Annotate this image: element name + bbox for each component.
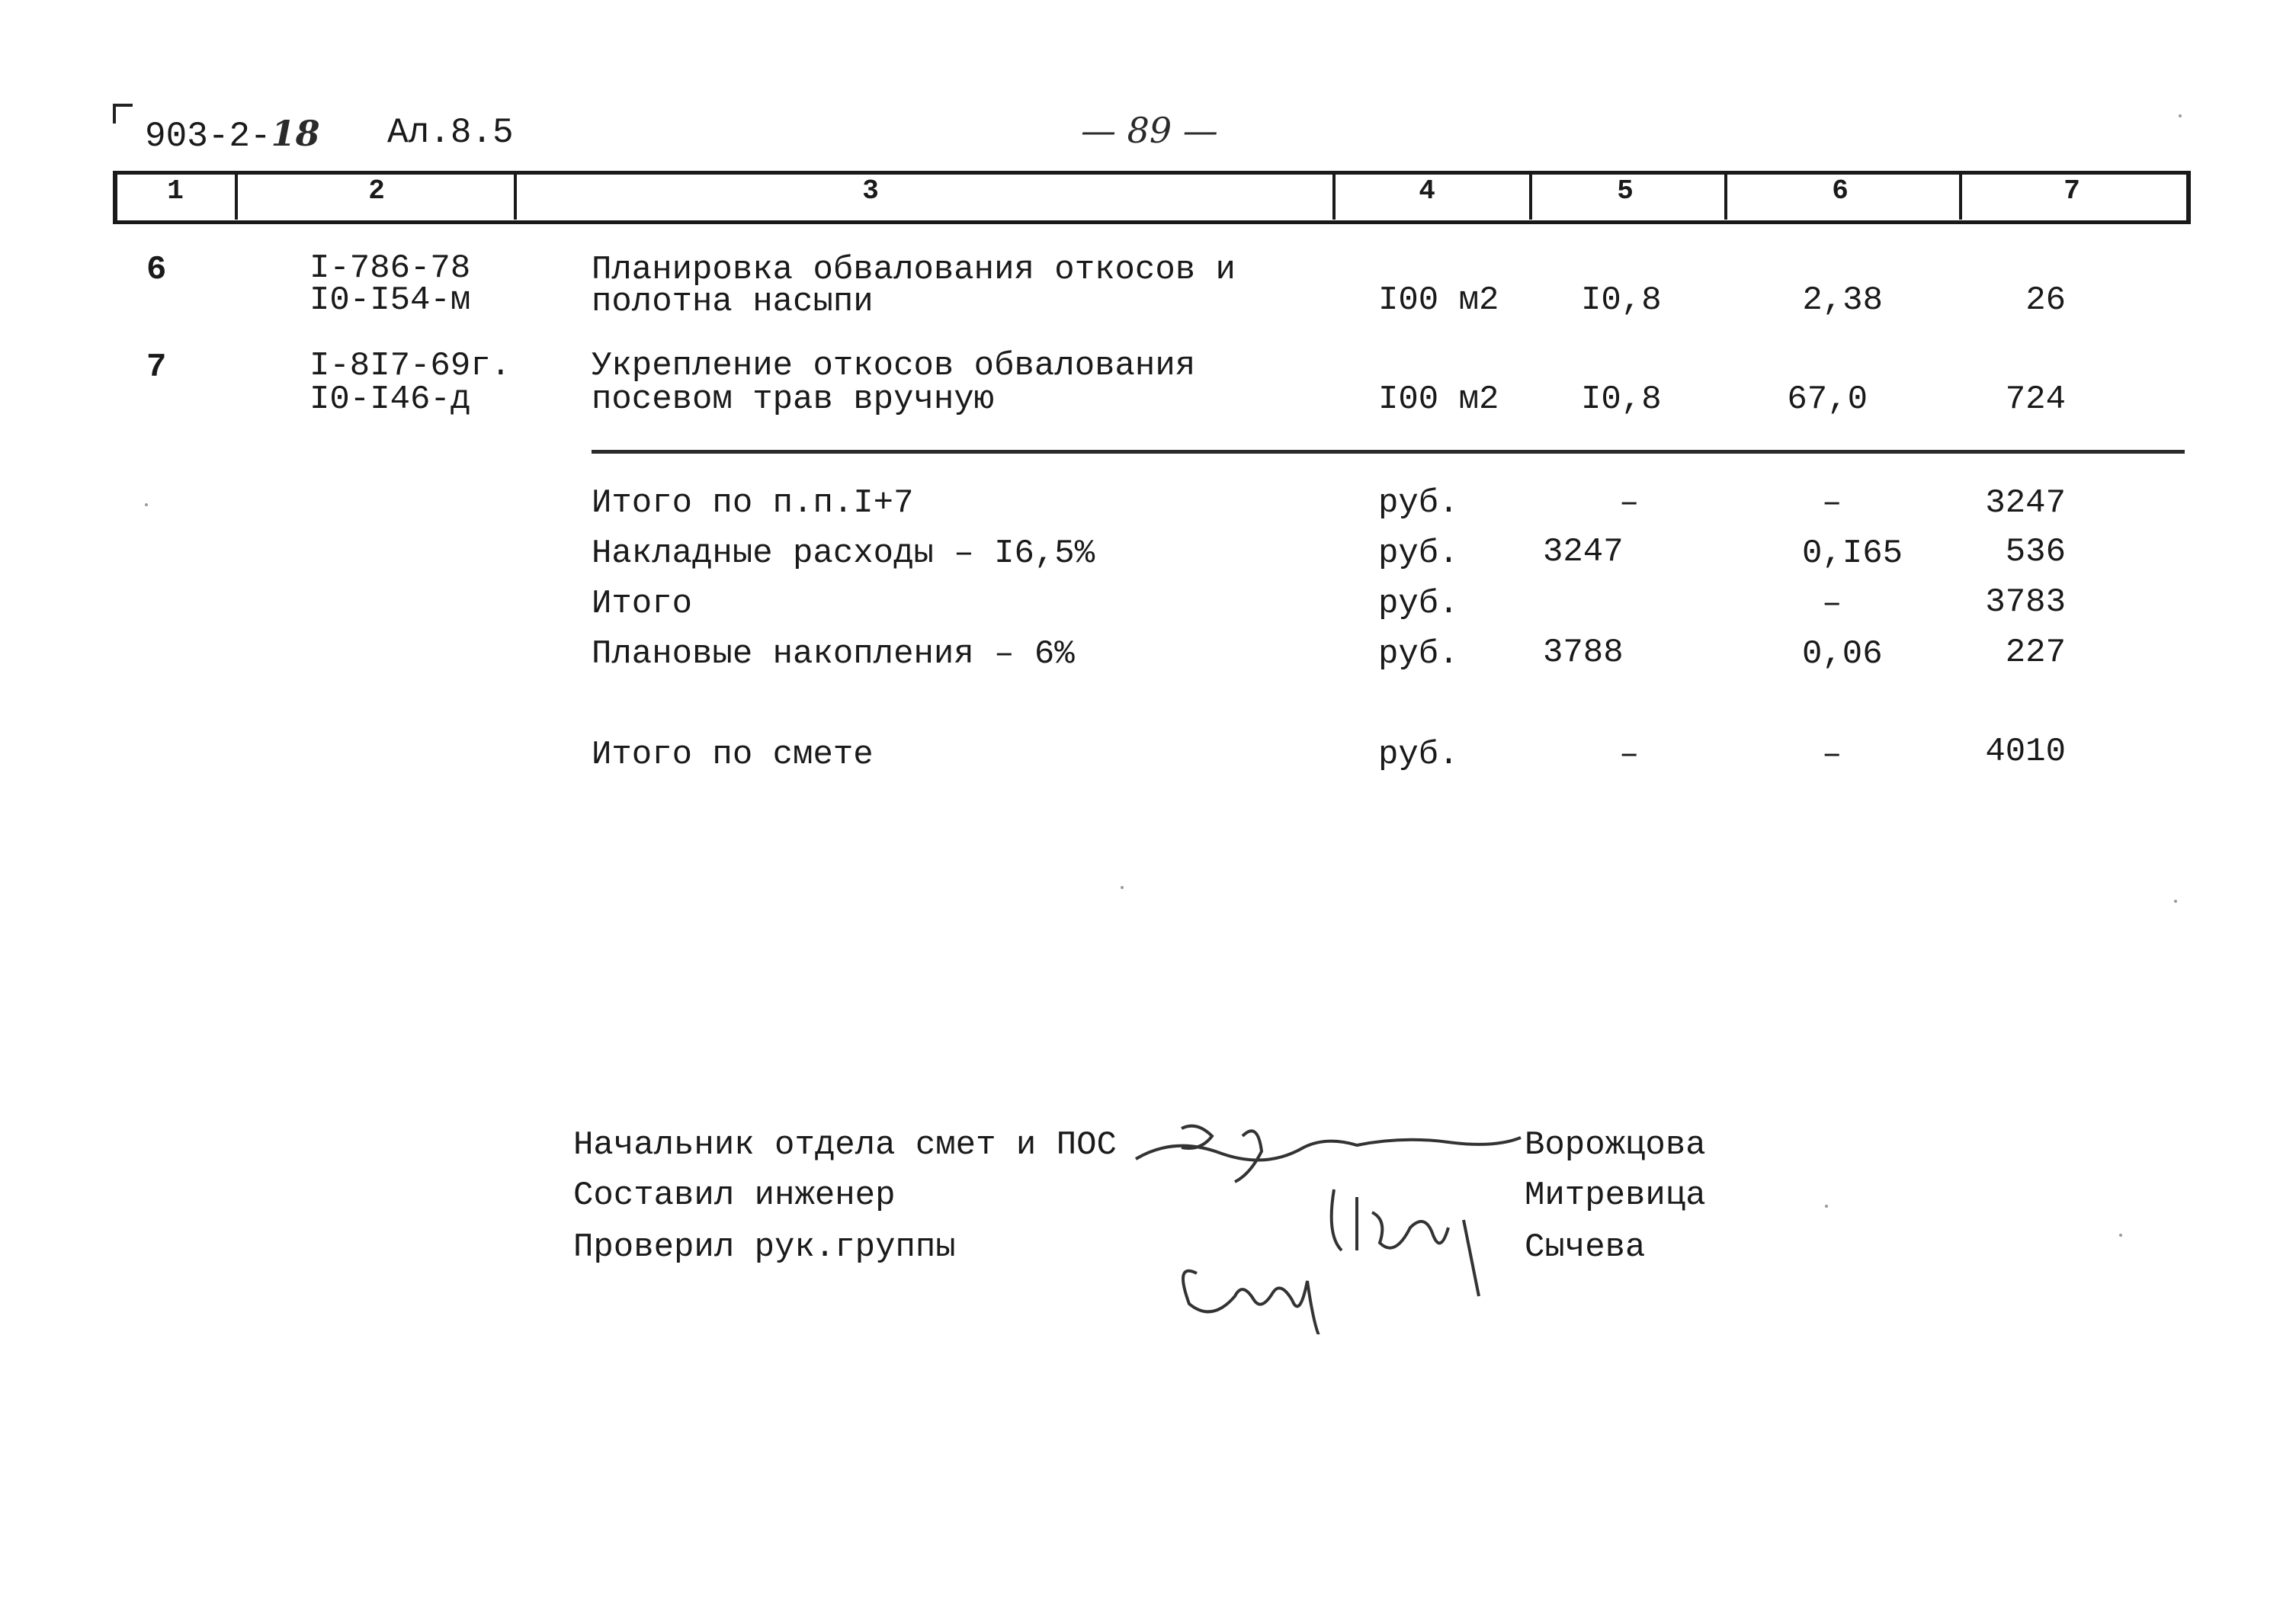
row-unit-price: 2,38 [1802,281,1883,319]
album-number: Ал.8.5 [387,113,514,152]
column-number-2: 2 [368,175,385,207]
scan-speck [1121,886,1124,889]
scan-speck [1825,1205,1828,1208]
row-code: I-8I7-69г. [309,347,511,385]
summary-unit: руб. [1378,585,1459,623]
row-description: полотна насыпи [592,283,874,321]
row-description: посевом трав вручную [592,380,995,419]
row-quantity: I0,8 [1581,380,1662,419]
summary-unit: руб. [1378,534,1459,573]
row-unit: I00 м2 [1378,380,1499,419]
summary-rate: 0,I65 [1802,534,1903,573]
summary-label: Итого [592,585,693,623]
summary-label: Плановые накопления – 6% [592,635,1075,673]
summary-rate: 0,06 [1802,635,1883,673]
row-code: I0-I46-д [309,380,471,419]
summary-base: 3247 [1543,533,1624,571]
summary-total: 3783 [1985,583,2066,621]
summary-total: 3247 [1985,484,2066,522]
column-number-4: 4 [1419,175,1435,207]
row-description: Планировка обвалования откосов и [592,251,1236,289]
column-number-6: 6 [1832,175,1849,207]
summary-base: 3788 [1543,634,1624,672]
corner-mark [113,104,133,124]
document-code-prefix: 903-2- [145,117,271,156]
grand-total-base: – [1619,736,1640,774]
row-code: I-786-78 [309,249,471,287]
document-code-handwritten: 18 [271,113,320,154]
document-code [145,113,320,156]
column-number-5: 5 [1617,175,1634,207]
row-code: I0-I54-м [309,281,471,319]
column-header-frame [113,171,2191,224]
summary-total: 536 [2005,533,2066,571]
signature-name: Митревица [1525,1176,1706,1215]
summary-unit: руб. [1378,635,1459,673]
summary-total: 227 [2005,634,2066,672]
signature-role: Составил инженер [573,1176,896,1215]
column-divider [1529,172,1532,220]
row-total: 724 [2005,380,2066,419]
scan-speck [2119,1234,2122,1237]
column-number-7: 7 [2064,175,2080,207]
row-number: 7 [146,348,167,387]
signature-scribbles [1128,1106,1525,1334]
signature-name: Ворожцова [1525,1126,1706,1164]
column-divider [514,172,517,220]
summary-label: Накладные расходы – I6,5% [592,534,1095,573]
summary-label: Итого по п.п.I+7 [592,484,914,522]
row-quantity: I0,8 [1581,281,1662,319]
page-number: — 89 — [1081,110,1218,151]
scan-speck [2179,114,2182,117]
row-number: 6 [146,251,167,289]
summary-unit: руб. [1378,484,1459,522]
column-divider [1724,172,1727,220]
signature-role: Проверил рук.группы [573,1228,956,1266]
column-number-3: 3 [862,175,879,207]
column-divider [1959,172,1962,220]
row-unit-price: 67,0 [1787,380,1868,419]
column-divider [1332,172,1336,220]
grand-total-label: Итого по смете [592,736,874,774]
grand-total-rate: – [1822,736,1842,774]
grand-total-unit: руб. [1378,736,1459,774]
column-divider [235,172,238,220]
scan-speck [2174,900,2177,903]
grand-total-value: 4010 [1985,733,2066,771]
row-total: 26 [2025,281,2066,319]
scan-speck [145,503,148,506]
signature-role: Начальник отдела смет и ПОС [573,1126,1117,1164]
summary-base: – [1619,484,1640,522]
totals-separator [592,450,2185,454]
signature-name: Сычева [1525,1228,1646,1266]
summary-rate: – [1822,484,1842,522]
row-unit: I00 м2 [1378,281,1499,319]
row-description: Укрепление откосов обвалования [592,347,1196,385]
column-number-1: 1 [167,175,184,207]
summary-rate: – [1822,585,1842,623]
